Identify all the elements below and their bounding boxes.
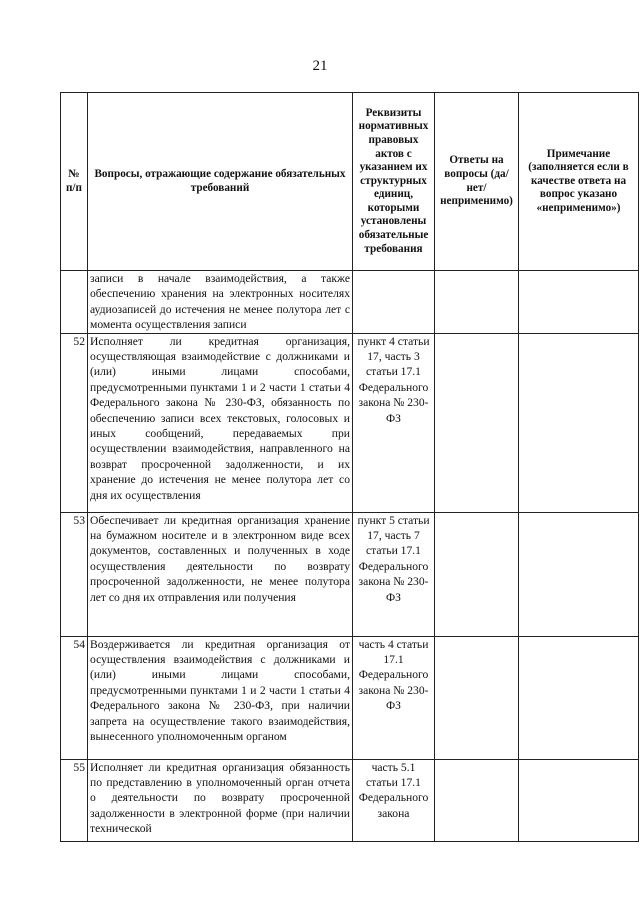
row-legal-reference (353, 271, 435, 334)
header-answers: Ответы на вопросы (да/нет/ неприменимо) (435, 93, 519, 271)
row-answer-cell[interactable] (435, 271, 519, 334)
header-note: Примечание (заполняется если в качестве ответа на вопрос указано «неприменимо») (519, 93, 639, 271)
table-row (61, 636, 639, 759)
requirements-checklist-table (60, 92, 639, 842)
row-question: Обеспечивает ли кредитная организация хранение на бумажном носителе и в электронном виде всех документов, составленных и полученных в ходе осуществления деятельности по возврату просроченной задолженности, не менее полутора лет со дня их отправления или получения (88, 512, 353, 636)
row-legal-reference: часть 5.1 статьи 17.1 Федерального закона (353, 759, 435, 841)
table-header-row (61, 93, 639, 271)
row-note-cell[interactable] (519, 271, 639, 334)
row-question: Воздерживается ли кредитная организация от осуществления взаимодействия с должниками и (или) иными лицами способами, предусмотренными пунктами 1 и 2 части 1 статьи 4 Федерального закона № 230-ФЗ, при наличии запрета на осуществление такого взаимодействия, вынесенного уполномоченным органом (88, 636, 353, 759)
header-number: № п/п (61, 93, 88, 271)
table-row (61, 512, 639, 636)
table-row (61, 271, 639, 334)
row-number: 55 (61, 759, 88, 841)
row-number: 54 (61, 636, 88, 759)
row-question: записи в начале взаимодействия, а также обеспечению хранения на электронных носителях аудиозаписей до истечения не менее полутора лет с момента осуществления записи (88, 271, 353, 334)
header-legal-references: Реквизиты нормативных правовых актов с указанием их структурных единиц, которыми установлены обязательные требования (353, 93, 435, 271)
row-answer-cell[interactable] (435, 636, 519, 759)
row-question: Исполняет ли кредитная организация обязанность по представлению в уполномоченный орган отчета о деятельности по возврату просроченной задолженности в электронной форме (при наличии технической (88, 759, 353, 841)
row-answer-cell[interactable] (435, 759, 519, 841)
row-answer-cell[interactable] (435, 512, 519, 636)
table-row (61, 333, 639, 512)
row-legal-reference: пункт 5 статьи 17, часть 7 статьи 17.1 Федерального закона № 230-ФЗ (353, 512, 435, 636)
row-number (61, 271, 88, 334)
row-legal-reference: пункт 4 статьи 17, часть 3 статьи 17.1 Федерального закона № 230-ФЗ (353, 333, 435, 512)
row-number: 53 (61, 512, 88, 636)
row-answer-cell[interactable] (435, 333, 519, 512)
page-bottom-margin (0, 844, 640, 905)
row-number: 52 (61, 333, 88, 512)
row-note-cell[interactable] (519, 333, 639, 512)
row-question: Исполняет ли кредитная организация, осуществляющая взаимодействие с должниками и (или) иными лицами способами, предусмотренными пунктами 1 и 2 части 1 статьи 4 Федерального закона № 230-ФЗ, обязанность по обеспечению записи всех текстовых, голосовых и иных сообщений, передаваемых при осуществлении взаимодействия, направленного на возврат просроченной задолженности, и их хранение до истечения не менее полутора лет со дня их осуществления (88, 333, 353, 512)
row-note-cell[interactable] (519, 512, 639, 636)
row-legal-reference: часть 4 статьи 17.1 Федерального закона № 230-ФЗ (353, 636, 435, 759)
header-question: Вопросы, отражающие содержание обязательных требований (88, 93, 353, 271)
row-note-cell[interactable] (519, 636, 639, 759)
table-row (61, 759, 639, 841)
page-number: 21 (312, 58, 328, 74)
row-note-cell[interactable] (519, 759, 639, 841)
